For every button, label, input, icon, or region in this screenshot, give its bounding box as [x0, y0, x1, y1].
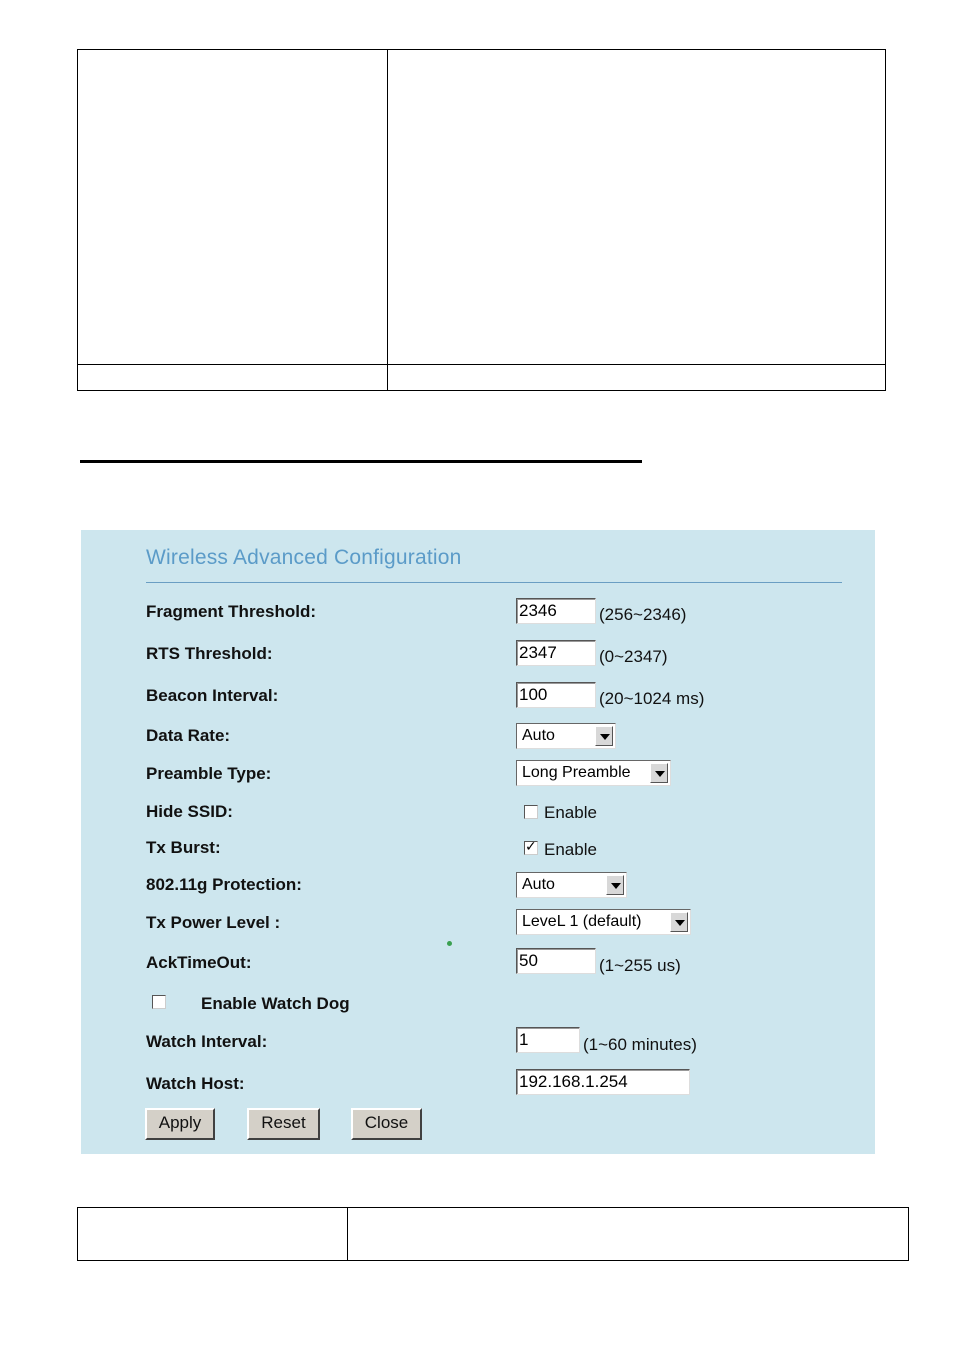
table-column-divider [347, 1208, 348, 1260]
apply-button[interactable]: Apply [145, 1108, 215, 1140]
watch-dog-checkbox[interactable] [152, 995, 166, 1009]
fragment-threshold-input[interactable]: 2346 [516, 598, 596, 624]
chevron-down-icon[interactable] [595, 726, 613, 746]
fragment-threshold-label: Fragment Threshold: [146, 602, 317, 621]
beacon-interval-hint: (20~1024 ms) [599, 689, 705, 708]
protection-label: 802.11g Protection: [146, 875, 302, 894]
protection-select[interactable] [516, 872, 627, 898]
bottom-table [77, 1207, 909, 1261]
tx-power-value: LeveL 1 (default) [522, 913, 642, 930]
tx-burst-checkbox[interactable] [524, 841, 538, 855]
section-heading-rule [80, 460, 642, 463]
chevron-down-icon[interactable] [650, 763, 668, 783]
panel-title: Wireless Advanced Configuration [146, 546, 462, 569]
tx-power-label: Tx Power Level : [146, 913, 281, 932]
watch-dog-label: Enable Watch Dog [201, 994, 350, 1013]
watch-host-label: Watch Host: [146, 1074, 245, 1093]
protection-value: Auto [522, 876, 555, 893]
chevron-down-icon[interactable] [606, 875, 624, 895]
watch-host-input[interactable]: 192.168.1.254 [516, 1069, 690, 1095]
stray-dot [447, 941, 452, 946]
beacon-interval-label: Beacon Interval: [146, 686, 279, 705]
title-divider [146, 582, 842, 583]
tx-burst-enable-label: Enable [544, 840, 597, 859]
data-rate-value: Auto [522, 727, 555, 744]
preamble-type-value: Long Preamble [522, 764, 631, 781]
hide-ssid-enable-label: Enable [544, 803, 597, 822]
reset-button[interactable]: Reset [247, 1108, 320, 1140]
ack-timeout-input[interactable]: 50 [516, 948, 596, 974]
table-column-divider [387, 50, 388, 390]
preamble-type-select[interactable] [516, 760, 671, 786]
wireless-advanced-panel [81, 530, 875, 1154]
preamble-type-label: Preamble Type: [146, 764, 272, 783]
rts-threshold-hint: (0~2347) [599, 647, 668, 666]
table-row-divider [78, 364, 885, 365]
ack-timeout-hint: (1~255 us) [599, 956, 681, 975]
top-table [77, 49, 886, 391]
rts-threshold-label: RTS Threshold: [146, 644, 273, 663]
chevron-down-icon[interactable] [670, 912, 688, 932]
tx-power-select[interactable] [516, 909, 691, 935]
beacon-interval-input[interactable]: 100 [516, 682, 596, 708]
data-rate-label: Data Rate: [146, 726, 231, 745]
rts-threshold-input[interactable]: 2347 [516, 640, 596, 666]
fragment-threshold-hint: (256~2346) [599, 605, 687, 624]
ack-timeout-label: AckTimeOut: [146, 953, 252, 972]
watch-interval-label: Watch Interval: [146, 1032, 268, 1051]
hide-ssid-label: Hide SSID: [146, 802, 233, 821]
tx-burst-label: Tx Burst: [146, 838, 221, 857]
watch-interval-input[interactable]: 1 [516, 1027, 580, 1053]
watch-interval-hint: (1~60 minutes) [583, 1035, 697, 1054]
data-rate-select[interactable] [516, 723, 616, 749]
close-button[interactable]: Close [351, 1108, 422, 1140]
hide-ssid-checkbox[interactable] [524, 805, 538, 819]
